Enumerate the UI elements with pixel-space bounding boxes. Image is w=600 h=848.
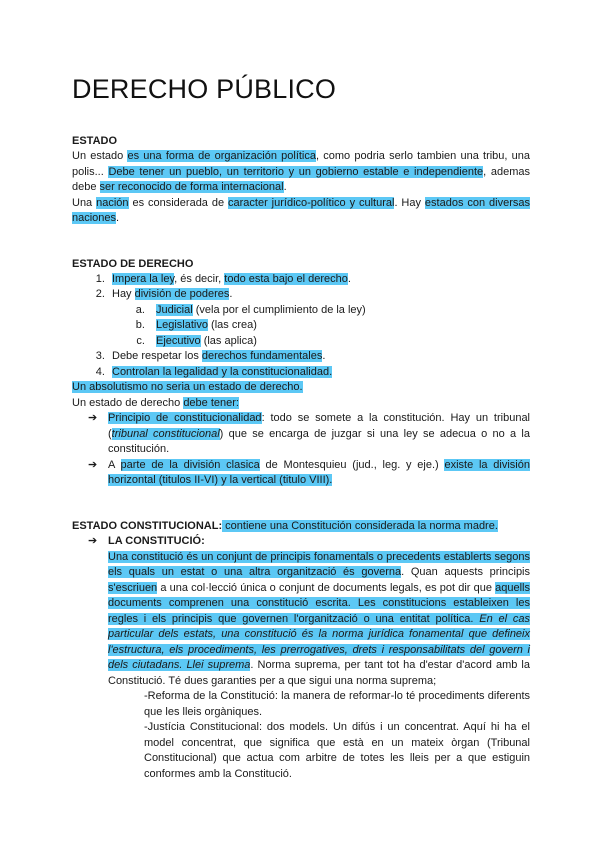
section-heading-estado: ESTADO [72,135,118,147]
line-absolutismo: Un absolutismo no seria un estado de derecho. [72,381,303,393]
arrow-icon: ➔ [88,535,98,547]
page-title: DERECHO PÚBLICO [72,74,337,104]
section-heading-estado-de-derecho: ESTADO DE DERECHO [72,257,194,270]
list-item: ➔ A parte de la división clasica de Montesquieu (jud., leg. y eje.) existe la división horizontal (titulos II-VI) y la vertical (titulo VIII). [88,458,530,486]
list-item: ➔ Principio de constitucionalidad: todo se somete a la constitución. Hay un tribunal (tribunal constitucional) que se encarga de juzgar si una ley se adecua o no a la constitución. [88,412,531,455]
list-item: a. Judicial (vela por el cumplimiento de la ley) [148,303,530,319]
line-debe-tener: Un estado de derecho debe tener: [72,396,239,409]
arrow-list [72,411,530,489]
arrow-icon: ➔ [88,412,98,424]
sub-list [112,303,530,350]
arrow-list [72,534,530,550]
numbered-list [72,272,530,381]
paragraph-justicia: -Justícia Constitucional: dos models. Un difús i un concentrat. Aquí hi ha el model concentrat, que significa que està en un mateix òrgan (Tribunal Constitucional) que actua com arbitre de totes les lleis per a que estiguin conformes amb la Constitució. [144,721,530,780]
paragraph-estado-2: Una nación es considerada de caracter jurídico-político y cultural. Hay estados con diversas naciones. [72,196,530,224]
list-item: 3. Debe respetar los derechos fundamentales. [108,349,530,365]
section-heading-estado-constitucional: ESTADO CONSTITUCIONAL: contiene una Constitución considerada la norma madre. [72,519,498,532]
list-item: ➔ LA CONSTITUCIÓ: [88,534,530,550]
arrow-icon: ➔ [88,458,98,471]
list-item: c. Ejecutivo (las aplica) [148,334,530,350]
list-item: 2. Hay división de poderes. a. Judicial (vela por el cumplimiento de la ley) b. Legislativo (las crea) c. Ejecutivo (las aplica) [108,287,530,349]
list-item: b. Legislativo (las crea) [148,318,530,334]
paragraph-constitucio: Una constitució és un conjunt de principis fonamentals o precedents establerts segons els quals un estat o una altra organització és governa. Quan aquests principis s'escriuen a una col·lecció única o conjunt de documents legals, es pot dir que aquells documents comprenen una constitució escrita. Les constitucions estableixen les regles i els principis que governen l'organització o una entitat política. En el cas particular dels estats, una constitució és la norma jurídica fonamental que defineix l'estructura, els procediments, les prerrogatives, drets i responsabilitats del govern i dels ciutadans. Llei suprema. Norma suprema, per tant tot ha d'estar d'acord amb la Constitució. Té dues garanties per a que sigui una norma suprema; [108,550,531,687]
document-page [72,72,530,782]
paragraph-reforma: -Reforma de la Constitució: la manera de reformar-lo té procediments diferents que les lleis orgàniques. [144,690,530,718]
paragraph-estado-1: Un estado es una forma de organización política, como podria serlo tambien una tribu, una polis... Debe tener un pueblo, un territorio y un gobierno estable e independiente, ademas debe ser reconocido de forma internacional. [72,150,531,193]
list-item: 4. Controlan la legalidad y la constitucionalidad. [108,365,530,381]
list-item: 1. Impera la ley, és decir, todo esta bajo el derecho. [108,272,530,288]
